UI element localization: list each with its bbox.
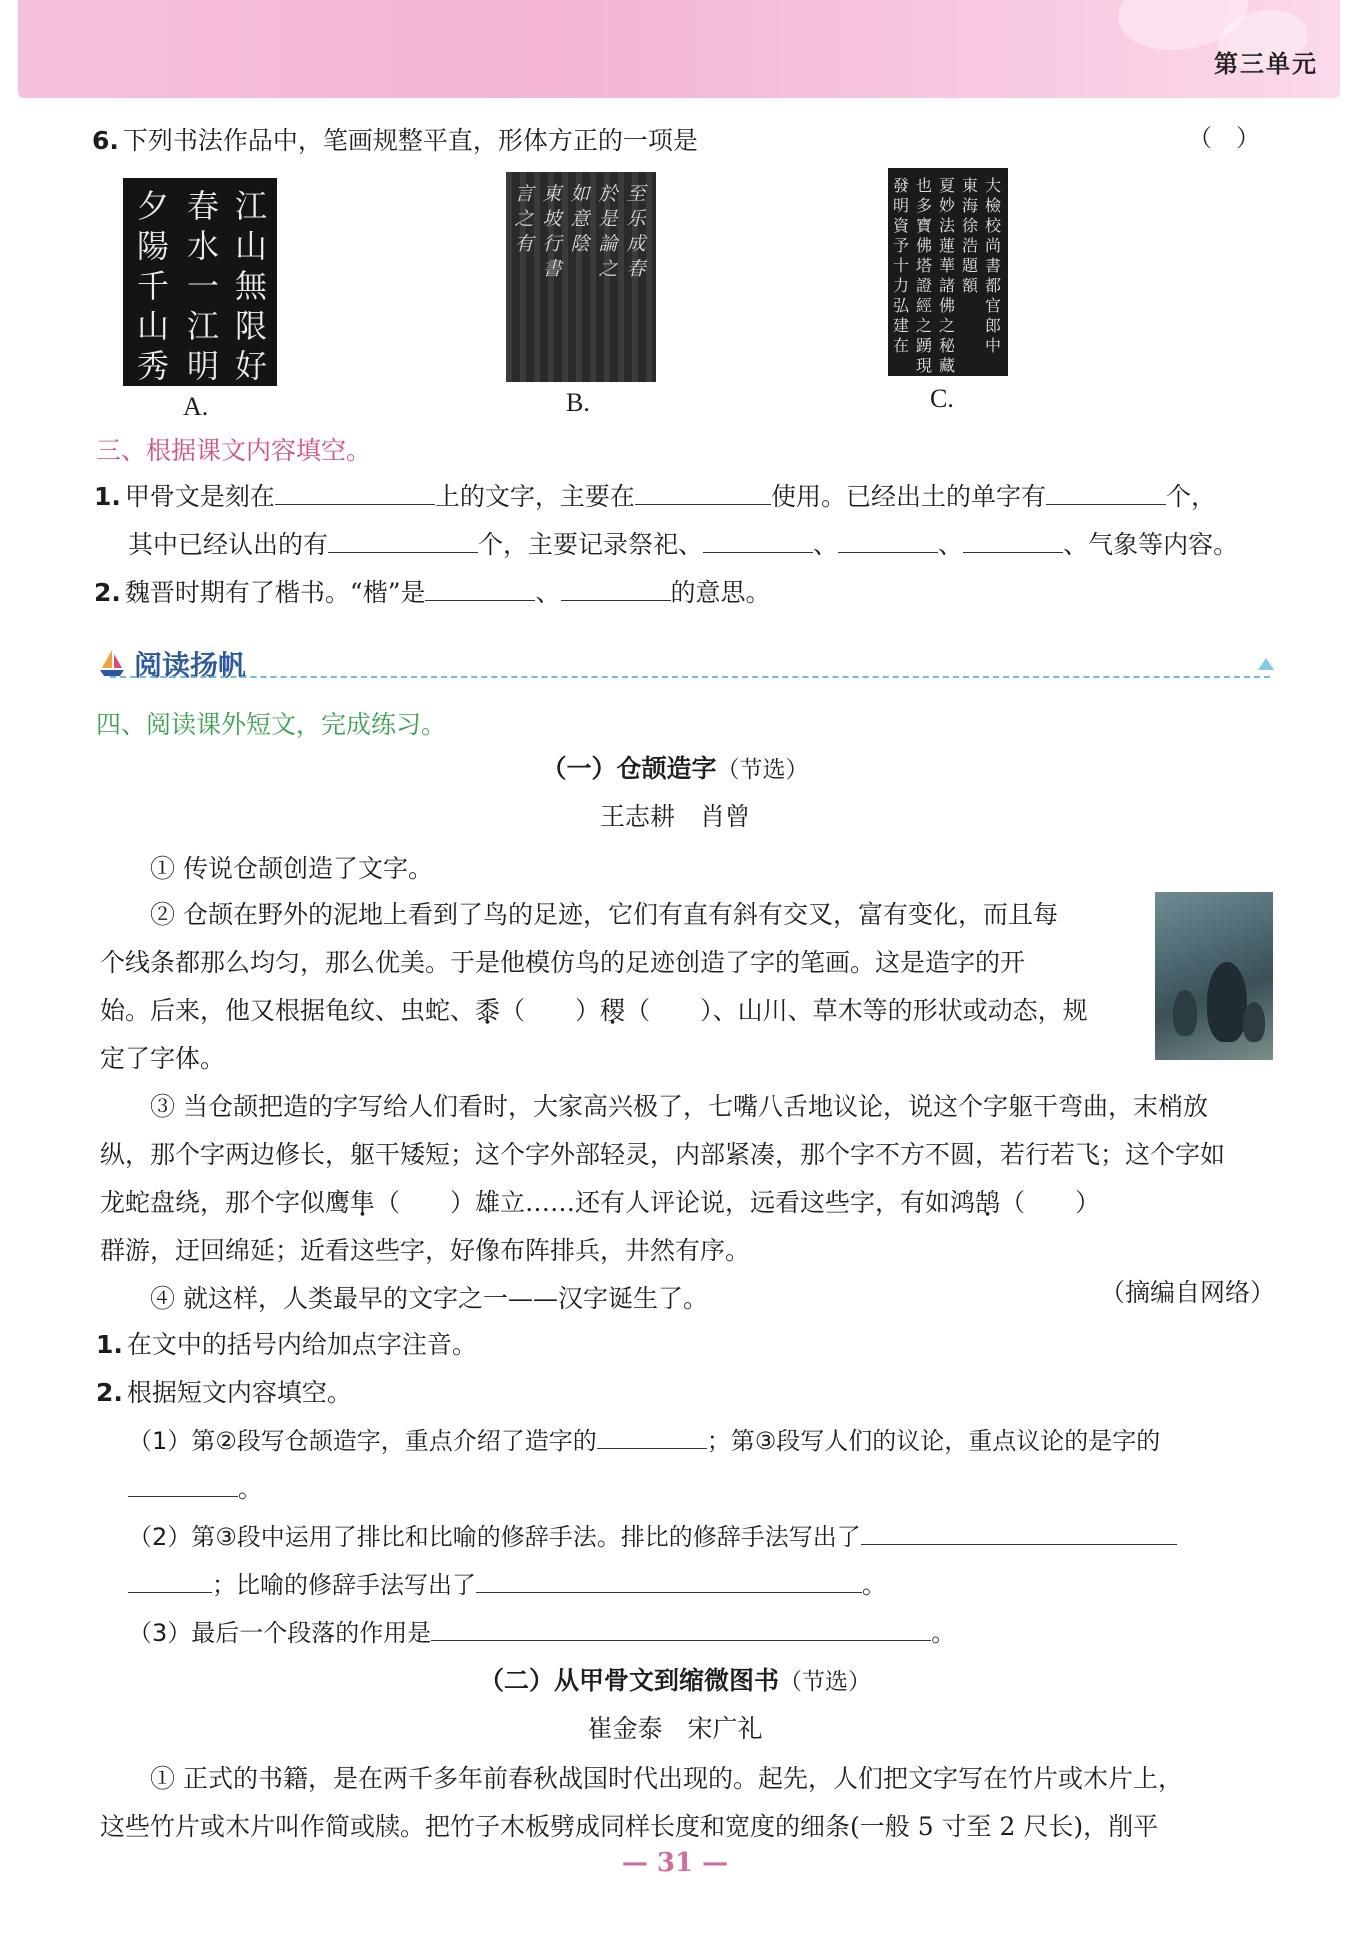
calligraphy-column: 言 之 有 — [514, 183, 534, 255]
calligraphy-column: 如 意 陰 — [570, 183, 590, 255]
passage-1-paragraph-3-line: 群游，迂回绵延；近看这些字，好像布阵排兵，井然有序。 — [100, 1236, 751, 1265]
calligraphy-column: 大 檢 校 尚 書 都 官 郎 中 — [984, 176, 1001, 355]
calligraphy-a-image[interactable] — [123, 178, 277, 386]
option-a-label: A. — [183, 392, 209, 421]
section-4-question-1: 1. 在文中的括号内给加点字注音。 — [96, 1330, 477, 1359]
sailboat-icon — [98, 648, 126, 678]
cangjie-illustration — [1155, 892, 1273, 1060]
calligraphy-column: 東 海 徐 浩 題 額 — [961, 176, 978, 295]
blank-field[interactable] — [1046, 478, 1166, 505]
passage-1-paragraph-3-line: ③ 当仓颉把造的字写给人们看时，大家高兴极了，七嘴八舌地议论，说这个字躯干弯曲，末梢放 — [150, 1092, 1208, 1121]
option-b-label: B. — [566, 388, 590, 417]
dotted-character: 黍 — [475, 996, 501, 1025]
passage-1-source: （摘编自网络） — [1100, 1278, 1276, 1307]
passage-1-paragraph-4: ④ 就这样，人类最早的文字之一——汉字诞生了。 — [150, 1284, 708, 1313]
calligraphy-c-image[interactable] — [888, 168, 1008, 376]
dotted-character: 鹄 — [975, 1188, 1001, 1217]
calligraphy-column: 也 多 寶 佛 塔 證 經 之 踴 現 — [915, 176, 932, 375]
question-2-subpart-2-cont: ；比喻的修辞手法写出了 。 — [128, 1566, 886, 1602]
blank-field[interactable] — [838, 526, 938, 553]
passage-1-paragraph-2-line: 个线条都那么均匀，那么优美。于是他模仿鸟的足迹创造了字的笔画。这是造字的开 — [100, 948, 1026, 977]
passage-1-paragraph-3-line: 纵，那个字两边修长，躯干矮短；这个字外部轻灵，内部紧凑，那个字不方不圆，若行若飞；这个字如 — [100, 1140, 1226, 1169]
section-3-question-1-line-2: 其中已经认出的有 个，主要记录祭祀、 、 、 、气象等内容。 — [128, 526, 1238, 562]
option-c-label: C. — [930, 384, 954, 413]
question-2-subpart-1-cont: 。 — [128, 1470, 262, 1506]
passage-1-paragraph-1: ① 传说仓颉创造了文字。 — [150, 854, 433, 883]
calligraphy-column: 夕 陽 千 山 秀 — [136, 187, 169, 385]
passage-1-authors: 王志耕 肖曾 — [599, 802, 750, 831]
section-4-question-2: 2. 根据短文内容填空。 — [96, 1378, 352, 1407]
calligraphy-column: 發 明 資 予 十 力 弘 建 在 — [892, 176, 909, 355]
question-2-subpart-1: （1）第②段写仓颉造字，重点介绍了造字的 ；第③段写人们的议论，重点议论的是字的 — [128, 1422, 1160, 1458]
blank-field[interactable] — [703, 526, 813, 553]
blank-field[interactable] — [635, 478, 771, 505]
blank-field[interactable] — [476, 1566, 862, 1593]
passage-1-paragraph-3-line: 龙蛇盘绕，那个字似鹰隼（ ）雄立……还有人评论说，远看这些字，有如鸿鹄（ ） — [100, 1188, 1101, 1217]
passage-1-paragraph-2-line: ② 仓颉在野外的泥地上看到了鸟的足迹，它们有直有斜有交叉，富有变化，而且每 — [150, 900, 1058, 929]
passage-2-title: （二）从甲骨文到缩微图书（节选） — [478, 1666, 872, 1695]
calligraphy-b-image[interactable] — [506, 172, 656, 382]
blank-field[interactable] — [431, 1614, 931, 1641]
banner-divider — [110, 676, 1270, 678]
blank-field[interactable] — [597, 1422, 707, 1449]
page-header — [18, 0, 1340, 98]
question-2-subpart-3: （3）最后一个段落的作用是 。 — [128, 1614, 955, 1650]
passage-1-title: （一）仓颉造字（节选） — [541, 754, 809, 783]
passage-2-authors: 崔金泰 宋广礼 — [587, 1714, 763, 1743]
unit-label: 第三单元 — [1214, 50, 1318, 78]
passage-2-paragraph-1-line: ① 正式的书籍，是在两千多年前春秋战国时代出现的。起先，人们把文字写在竹片或木片上， — [150, 1764, 1183, 1793]
section-3-title: 三、根据课文内容填空。 — [96, 436, 372, 465]
reading-banner-title: 阅读扬帆 — [134, 649, 247, 682]
question-6: 6. 下列书法作品中，笔画规整平直，形体方正的一项是 — [92, 126, 698, 155]
dotted-character: 稷 — [600, 996, 626, 1025]
calligraphy-column: 春 水 一 江 明 — [186, 187, 219, 385]
blank-field[interactable] — [128, 1470, 238, 1497]
passage-1-paragraph-2-line: 定了字体。 — [100, 1044, 226, 1073]
sail-end-icon — [1254, 652, 1278, 676]
calligraphy-column: 至 乐 成 春 — [626, 183, 646, 280]
blank-field[interactable] — [861, 1518, 1177, 1545]
calligraphy-column: 於 是 論 之 — [598, 183, 618, 280]
section-3-question-1-line-1: 1. 甲骨文是刻在 上的文字，主要在 使用。已经出土的单字有 个， — [94, 478, 1216, 514]
answer-bracket[interactable]: （ ） — [1188, 124, 1260, 152]
section-4-title: 四、阅读课外短文，完成练习。 — [96, 710, 447, 739]
calligraphy-column: 江 山 無 限 好 — [234, 187, 267, 385]
passage-2-paragraph-1-line: 这些竹片或木片叫作简或牍。把竹子木板劈成同样长度和宽度的细条(一般 5 寸至 2 尺长)，削平 — [100, 1812, 1159, 1841]
dotted-character: 隼 — [350, 1188, 376, 1217]
page-number: — 31 — — [621, 1848, 729, 1878]
question-2-subpart-2: （2）第③段中运用了排比和比喻的修辞手法。排比的修辞手法写出了 — [128, 1518, 1177, 1554]
passage-1-paragraph-2-line: 始。后来，他又根据龟纹、虫蛇、黍（ ）稷（ ）、山川、草木等的形状或动态，规 — [100, 996, 1088, 1025]
blank-field[interactable] — [963, 526, 1063, 553]
blank-field[interactable] — [275, 478, 435, 505]
blank-field[interactable] — [425, 574, 535, 601]
blank-field[interactable] — [128, 1566, 212, 1593]
blank-field[interactable] — [561, 574, 671, 601]
calligraphy-column: 夏 妙 法 蓮 華 諸 佛 之 秘 藏 — [938, 176, 955, 375]
calligraphy-column: 東 坡 行 書 — [542, 183, 562, 280]
section-3-question-2: 2. 魏晋时期有了楷书。“楷”是 、 的意思。 — [94, 574, 771, 610]
blank-field[interactable] — [328, 526, 478, 553]
